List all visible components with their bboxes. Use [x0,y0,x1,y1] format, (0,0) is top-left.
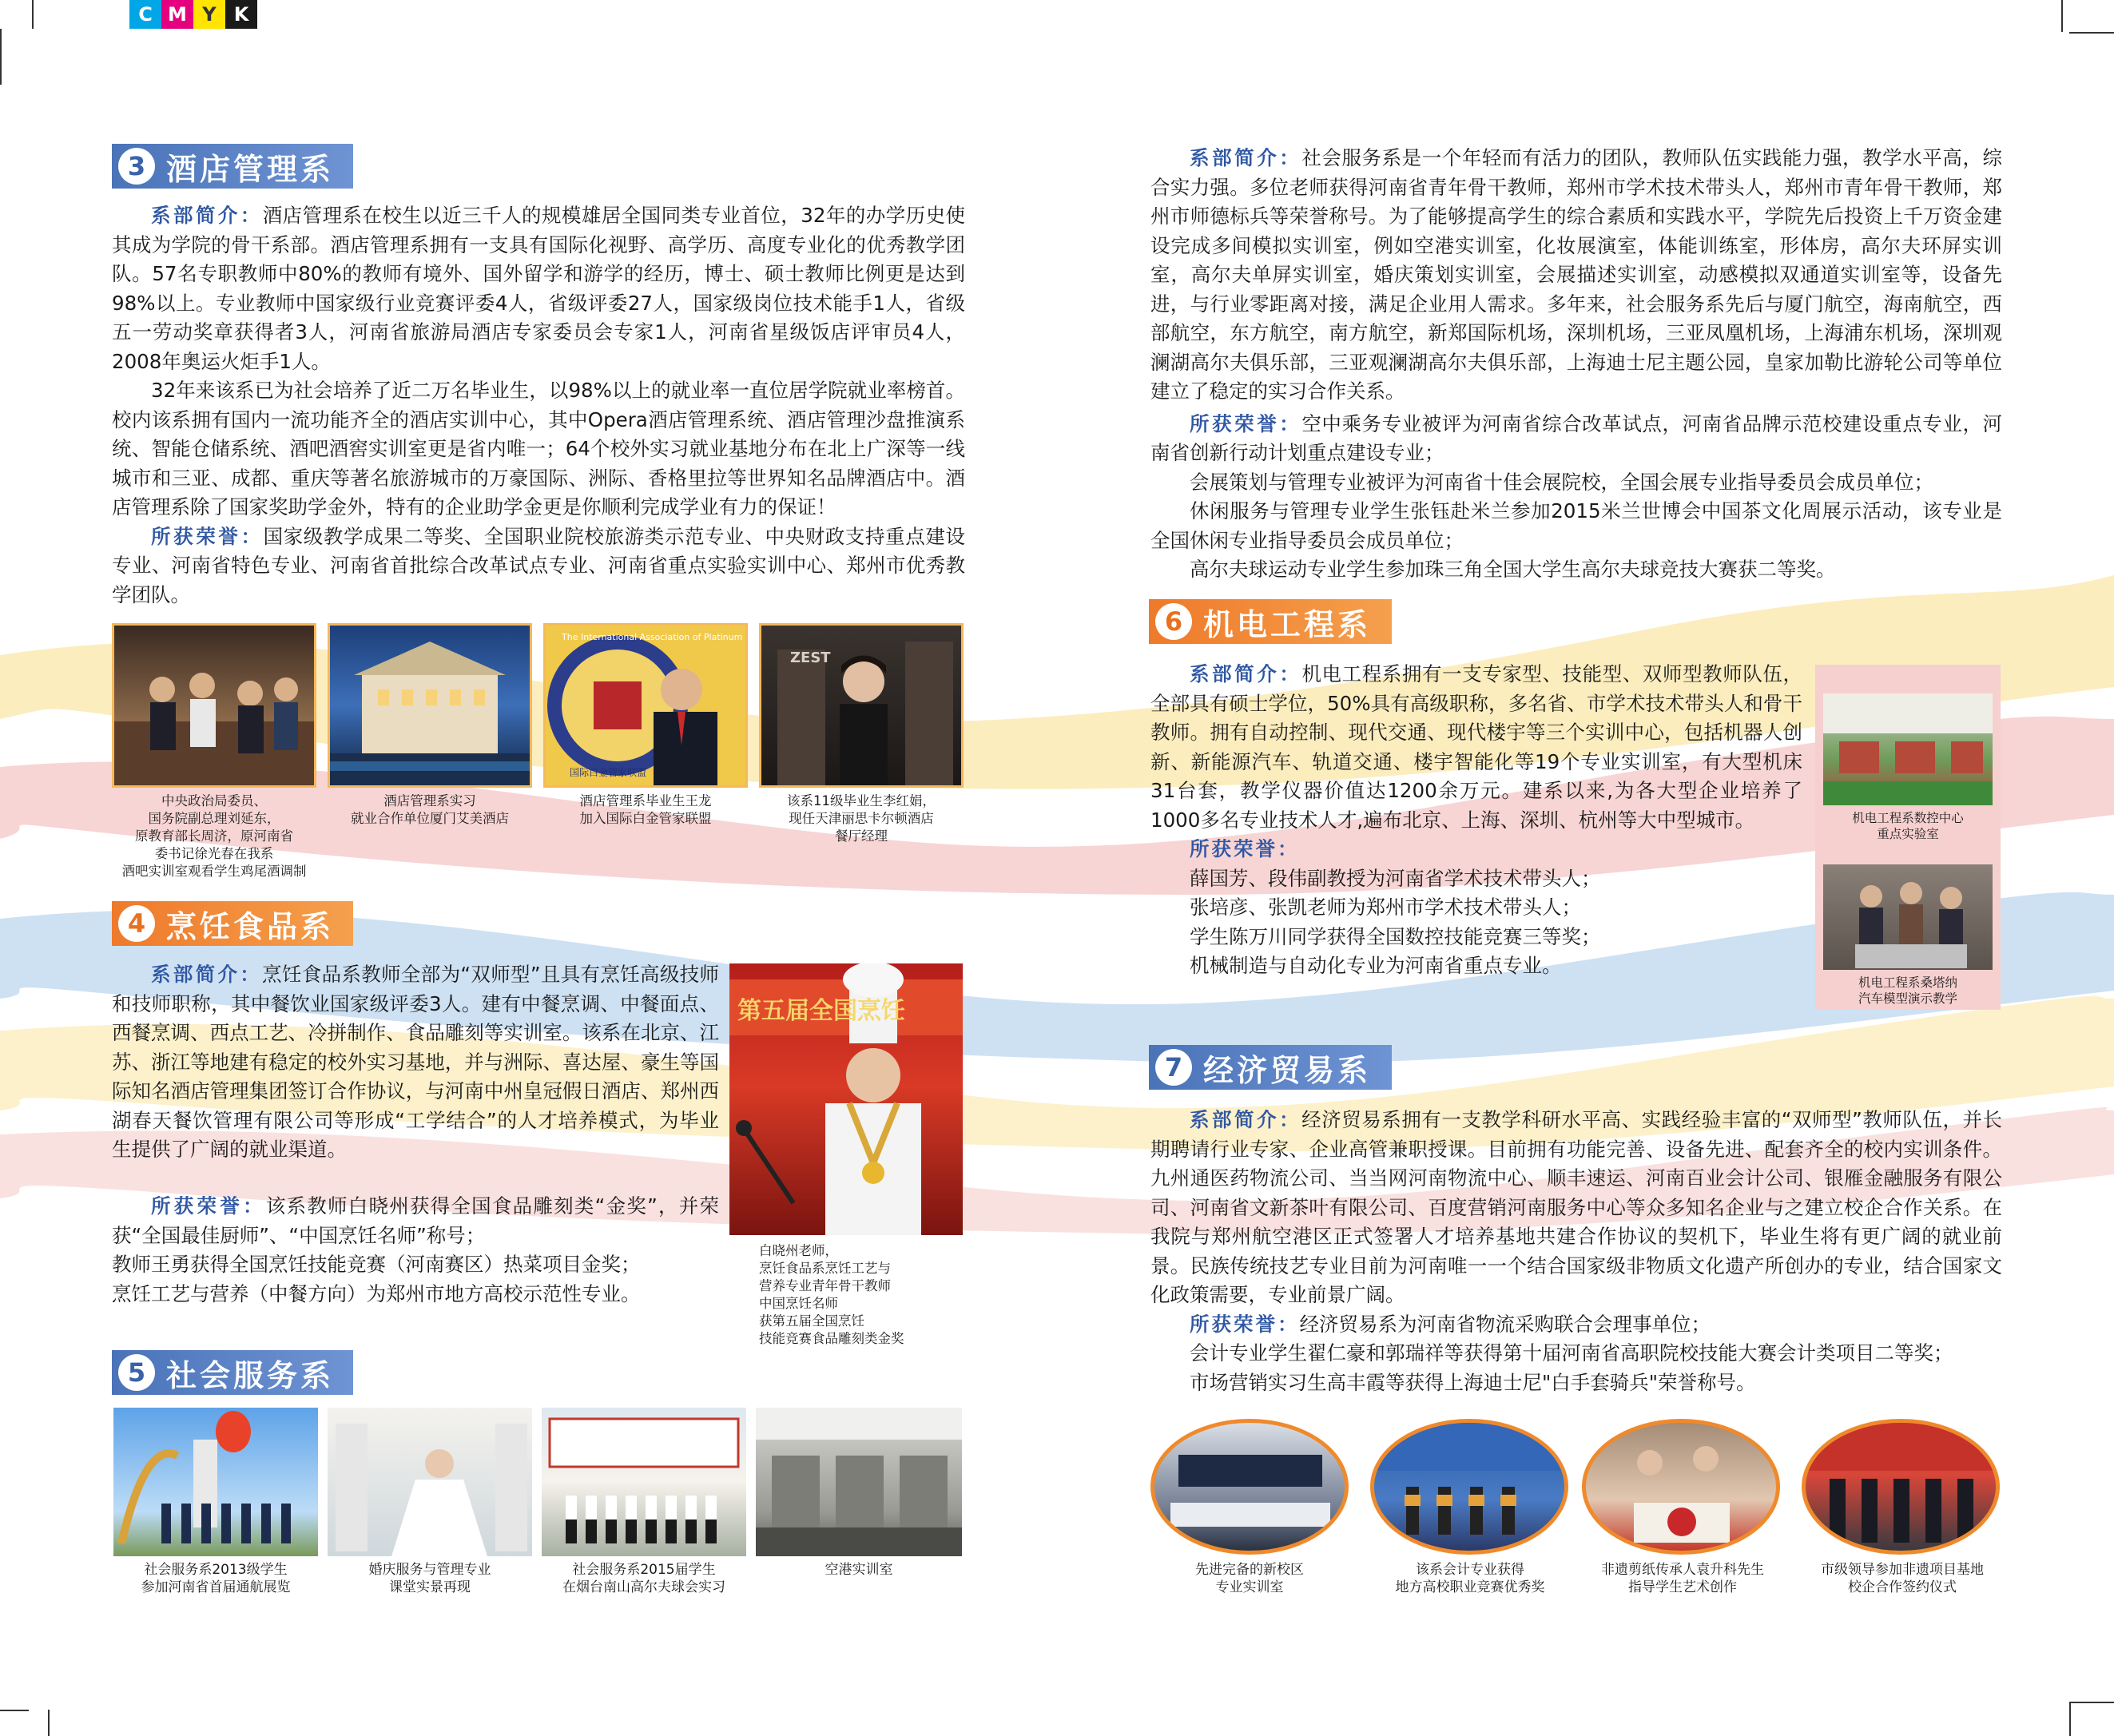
photo-wedding-class [328,1408,532,1556]
photo-car-model [1823,864,1993,970]
caption-golf: 社会服务系2015届学生 在烟台南山高尔夫球会实习 [562,1562,725,1595]
honor-line-3: 学生陈万川同学获得全国数控技能竞赛三等奖； [1190,924,1601,948]
honor-label: 所获荣誉： [1190,411,1302,435]
photo-golf-internship [542,1408,746,1556]
caption-ritz: 该系11级毕业生李红娟， 现任天津丽思卡尔顿酒店 餐厅经理 [787,793,936,844]
cmyk-k: K [225,0,257,29]
honor-line-2: 张培彦、张凯老师为郑州市学术技术带头人； [1190,896,1581,919]
honor-label: 所获荣誉： [151,524,264,548]
intro-label: 系部简介： [1190,146,1302,169]
section-header-mechatronics [1149,599,1392,644]
photo-banner-text: 第五届全国烹饪 [737,997,905,1025]
crop-mark [2069,32,2114,34]
caption-new-campus: 先进完备的新校区 专业实训室 [1195,1562,1304,1595]
photo-wedding-scene [328,1408,532,1556]
intro-body: 烹饪食品系教师全部为“双师型”且具有烹饪高级技师和技师职称，其中餐饮业国家级评委3人。建有中餐烹调、中餐面点、西餐烹调、西点工艺、冷拼制作、食品雕刻等实训室。该系在北京、江苏、浙江等地建有稳定的校外实习基地，并与洲际、喜达屋、豪生等国际知名酒店管理集团签订合作协议，与河南中州皇冠假日酒店、郑州西湖春天餐饮管理有限公司等形成“工学结合”的人才培养模式，为毕业生提供了广阔的就业渠道。 [112,963,720,1161]
photo-guild-text: 国际白金管家联盟 [570,767,647,778]
intro-para2: 32年来该系已为社会培养了近二万名毕业生，以98%以上的就业率一直位居学院就业率榜首。校内该系拥有国内一流功能齐全的酒店实训中心，其中Opera酒店管理系统、酒店管理沙盘推演系统、智能仓储系统、酒吧酒窖实训室更是省内唯一；64个校外实习就业基地分布在北上广深等一线城市和三亚、成都、重庆等著名旅游城市的万豪国际、洲际、香格里拉等世界知名品牌酒店中。酒店管理系除了国家奖助学金外，特有的企业助学金更是你顺利完成学业有力的保证！ [112,379,965,518]
photo-hotel-building [330,626,530,785]
crop-mark [0,29,2,85]
intro-label: 系部简介： [151,204,263,227]
photo-ritz-lihongjuan [759,623,964,788]
culinary-honor-text [112,1192,719,1309]
photo-chef-baixiaozhou [729,963,963,1235]
section-title: 社会服务系 [166,1357,335,1393]
section-number: 6 [1155,603,1192,640]
photo-airport-lab [756,1408,962,1556]
photo-award-scene [1374,1423,1566,1551]
caption-bar-training: 中央政治局委员、 国务院副总理刘延东， 原教育部长周济，原河南省 委书记徐光春在我系 酒吧实训室观看学生鸡尾酒调制 [121,793,307,879]
photo-butler-emblem [546,626,745,785]
intro-body: 酒店管理系在校生以近三千人的规模雄居全国同类专业首位，32年的办学历史使其成为学院的骨干系部。酒店管理系拥有一支具有国际化视野、高学历、高度专业化的优秀教学团队。57名专职教师中80%的教师有境外、国外留学和游学的经历，博士、硕士教师比例更是达到98%以上。专业教师中国家级行业竞赛评委4人，省级评委27人，国家级岗位技术能手1人，省级五一劳动奖章获得者3人，河南省旅游局酒店专家委员会专家1人，河南省星级饭店评审员4人，2008年奥运火炬手1人。 [112,204,966,373]
photo-airport-scene [756,1408,962,1556]
section-title: 机电工程系 [1203,606,1372,642]
section-number: 7 [1155,1049,1192,1086]
caption-airport: 空港实训室 [825,1562,893,1578]
intro-label: 系部简介： [151,963,263,986]
section-header-social-service [112,1350,353,1395]
caption-chef: 白晓州老师， 烹饪食品系烹饪工艺与 营养专业青年骨干教师 中国烹饪名师 获第五届全国烹饪 技能竞赛食品雕刻类金奖 [759,1243,904,1346]
photo-xiamen-hotel [328,623,532,788]
intro-label: 系部简介： [1190,662,1302,685]
crop-mark [48,1710,50,1736]
social-service-intro-text [1150,144,2002,585]
honor-first: 空中乘务专业被评为河南省综合改革试点，河南省品牌示范校建设重点专业，河南省创新行动计划重点建设专业； [1150,411,2003,464]
honor-line-4: 机械制造与自动化专业为河南省重点专业。 [1190,954,1562,977]
section-number: 4 [118,905,155,942]
honor-line-3: 休闲服务与管理专业学生张钰赴米兰参加2015米兰世博会中国茶文化周展示活动，该专业是全国休闲专业指导委员会成员单位； [1150,499,2002,552]
photo-zest-sign: ZEST [790,650,831,666]
photo-golf-scene [542,1408,746,1556]
crop-mark [2069,1702,2071,1736]
intro-body: 经济贸易系拥有一支教学科研水平高、实践经验丰富的“双师型”教师队伍，并长期聘请行业专家、企业高管兼职授课。目前拥有功能完善、设备先进、配套齐全的校内实训条件。九州通医药物流公司、当当网河南物流中心、顺丰速运、河南百业会计公司、银雁金融服务有限公司、河南省文新茶叶有限公司、百度营销河南服务中心等众多知名企业与之建立校企合作关系。在我院与郑州航空港区正式签署人才培养基地共建合作协议的契机下，毕业生将有更广阔的就业前景。民族传统技艺专业目前为河南唯一一个结合国家级非物质文化遗产所创办的专业，结合国家文化政策需要，专业前景广阔。 [1150,1108,2002,1306]
photo-car-scene [1823,864,1993,970]
intro-label: 系部简介： [1190,1108,1302,1131]
honor-line-3: 烹饪工艺与营养（中餐方向）为郑州市地方高校示范性专业。 [112,1281,641,1305]
photo-bar-scene [114,626,314,785]
photo-cnc-scene [1823,693,1993,805]
section-header-culinary [112,901,353,946]
caption-accounting: 该系会计专业获得 地方高校职业竞赛优秀奖 [1395,1562,1545,1595]
culinary-intro-text [112,960,719,1165]
caption-car-model: 机电工程系桑塔纳 汽车模型演示教学 [1858,975,1957,1006]
section-header-economics-trade [1149,1045,1392,1090]
photo-signing-ceremony [1802,1419,2000,1555]
caption-aviation-expo: 社会服务系2013级学生 参加河南省首届通航展览 [141,1562,291,1595]
photo-assoc-text: The International Association of Platinum [562,632,743,642]
honor-label: 所获荣誉： [1190,1312,1300,1336]
photo-aviation-expo [113,1408,318,1556]
photo-bar-training [112,623,316,788]
photo-new-campus-lab [1150,1419,1349,1555]
honor-line-1: 该系教师白晓州获得全国食品雕刻类“金奖”，并荣获“全国最佳厨师”、“中国烹饪名师”称号； [112,1194,720,1247]
honor-line-2: 教师王勇获得全国烹饪技能竞赛（河南赛区）热菜项目金奖； [112,1253,641,1276]
section-header-hotel-management [112,144,353,189]
caption-signing: 市级领导参加非遗项目基地 校企合作签约仪式 [1821,1562,1984,1595]
crop-mark [2061,0,2063,32]
caption-butler: 酒店管理系毕业生王龙 加入国际白金管家联盟 [579,793,712,826]
photo-campus-lab-scene [1154,1423,1346,1551]
crop-mark [2069,1702,2114,1703]
section-title: 经济贸易系 [1203,1052,1372,1088]
honor-line-2: 会计专业学生翟仁豪和郭瑞祥等获得第十届河南省高职院校技能大赛会计类项目二等奖； [1190,1341,1953,1365]
section-number: 5 [118,1354,155,1391]
section-title: 酒店管理系 [166,151,335,187]
caption-xiamen-hotel: 酒店管理系实习 就业合作单位厦门艾美酒店 [351,793,509,826]
crop-mark [32,0,34,29]
photo-cnc-lab [1823,693,1993,805]
caption-papercut: 非遗剪纸传承人袁升科先生 指导学生艺术创作 [1601,1562,1764,1595]
photo-papercut-scene [1586,1423,1778,1551]
photo-accounting-award [1370,1419,1568,1555]
cmyk-c: C [129,0,161,29]
cmyk-y: Y [193,0,225,29]
photo-papercut-art [1582,1419,1780,1555]
intro-body: 机电工程系拥有一支专家型、技能型、双师型教师队伍，全部具有硕士学位，50%具有高级职称，多名省、市学术技术带头人和骨干教师。拥有自动控制、现代交通、现代楼宇等三个实训中心，包括机器人创新、新能源汽车、轨道交通、楼宇智能化等19个专业实训室，有大型机床31台套，教学仪器价值达1200余万元。建系以来,为各大型企业培养了1000多名专业技术人才,遍布北京、上海、深圳、杭州等大中型城市。 [1150,662,1803,832]
caption-cnc-lab: 机电工程系数控中心 重点实验室 [1852,811,1964,841]
honor-line-2: 会展策划与管理专业被评为河南省十佳会展院校，全国会展专业指导委员会成员单位； [1190,470,1933,494]
intro-body: 社会服务系是一个年轻而有活力的团队，教师队伍实践能力强，教学水平高，综合实力强。多位老师获得河南省青年骨干教师，郑州市学术技术带头人，郑州市青年骨干教师，郑州市师德标兵等荣誉称号。为了能够提高学生的综合素质和实践水平，学院先后投资上千万资金建设完成多间模拟实训室，例如空港实训室，化妆展演室，体能训练室，形体房，高尔夫环屏实训室，高尔夫单屏实训室，婚庆策划实训室，会展描述实训室，动感模拟双通道实训室等，设备先进，与行业零距离对接，满足企业用人需求。多年来，社会服务系先后与厦门航空，海南航空，西部航空，东方航空，南方航空，新郑国际机场，深圳机场，三亚凤凰机场，上海浦东机场，深圳观澜湖高尔夫俱乐部，三亚观澜湖高尔夫俱乐部，上海迪士尼主题公园，皇家加勒比游轮公司等单位建立了稳定的实习合作关系。 [1150,146,2003,403]
honor-line-4: 高尔夫球运动专业学生参加珠三角全国大学生高尔夫球竞技大赛获二等奖。 [1190,558,1836,581]
hotel-intro-text [112,201,965,610]
cmyk-m: M [161,0,193,29]
photo-aviation-scene [113,1408,318,1556]
honor-line-3: 市场营销实习生高丰霞等获得上海迪士尼"白手套骑兵"荣誉称号。 [1190,1370,1756,1394]
section-number: 3 [118,148,155,185]
photo-signing-scene [1806,1423,1997,1551]
honor-label: 所获荣誉： [151,1194,266,1218]
section-title: 烹饪食品系 [166,908,335,944]
caption-wedding: 婚庆服务与管理专业 课堂实景再现 [368,1562,491,1595]
honor-line-1: 薛国芳、段伟副教授为河南省学术技术带头人； [1190,866,1601,890]
economics-intro-text [1150,1106,2002,1397]
cmyk-color-bar [129,0,257,29]
photo-butler-wanglong [543,623,748,788]
mechatronics-intro-text [1150,660,1802,981]
honor-body: 国家级教学成果二等奖、全国职业院校旅游类示范专业、中央财政支持重点建设专业、河南省特色专业、河南省首批综合改革试点专业、河南省重点实验实训中心、郑州市优秀教学团队。 [112,524,965,606]
honor-first: 经济贸易系为河南省物流采购联合会理事单位； [1299,1312,1711,1336]
honor-label: 所获荣誉： [1190,837,1300,860]
crop-mark [0,1710,29,1711]
